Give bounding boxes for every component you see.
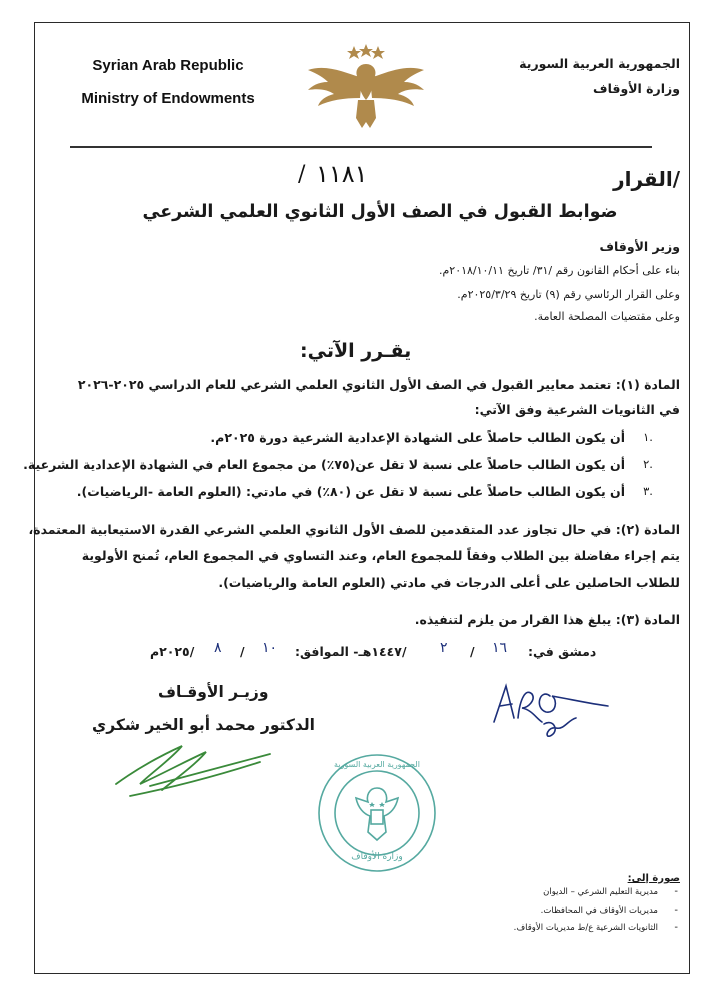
- article-1-item-3-number: ٣.: [643, 484, 653, 498]
- stamp-bottom-text: وزارة الأوقاف: [351, 852, 403, 862]
- date-place-label: دمشق في:: [528, 644, 597, 659]
- cc-bullet-3: -: [674, 922, 678, 933]
- signatory-title: وزيـر الأوقـاف: [158, 683, 269, 701]
- article-1-item-1: أن يكون الطالب حاصلاً على الشهادة الإعدادية الشرعية دورة ٢٠٢٥م.: [210, 430, 625, 445]
- country-name-en: Syrian Arab Republic: [92, 57, 244, 74]
- article-2-line-1: المادة (٢): في حال تجاوز عدد المتقدمين للصف الأول الثانوي العلمي الشرعي القدرة الاستيعابية المعتمدة،: [28, 522, 680, 537]
- article-3: المادة (٣): يبلغ هذا القرار من يلزم لتنفيذه.: [414, 612, 680, 627]
- signatory-name: الدكتور محمد أبو الخير شكري: [92, 716, 315, 734]
- country-name-ar: الجمهورية العربية السورية: [519, 56, 680, 71]
- document-title: ضوابط القبول في الصف الأول الثانوي العلمي الشرعي: [142, 202, 618, 222]
- preamble-minister: وزير الأوقاف: [599, 239, 680, 254]
- preamble-line-2: وعلى القرار الرئاسي رقم (٩) تاريخ ٢٠٢٥/٣/٢٩م.: [457, 288, 680, 301]
- eagle-emblem-icon: [304, 42, 428, 132]
- date-hijri-day: ١٦: [492, 640, 508, 656]
- pen-signature-icon: [484, 678, 614, 744]
- ministry-name-ar: وزارة الأوقاف: [593, 81, 680, 96]
- decision-number: ١١٨١: [316, 160, 368, 188]
- preamble-line-3: وعلى مقتضيات المصلحة العامة.: [534, 310, 680, 323]
- date-slash-1: /: [470, 644, 475, 659]
- header-divider: [70, 146, 652, 148]
- decision-label: القرار/: [613, 167, 680, 191]
- preamble-line-1: بناء على أحكام القانون رقم /٣١/ تاريخ ٢٠١٨/١٠/١١م.: [438, 264, 680, 277]
- date-greg-year: /٢٠٢٥م: [150, 644, 195, 659]
- ministry-name-en: Ministry of Endowments: [81, 90, 255, 107]
- article-1-intro: المادة (١): تعتمد معايير القبول في الصف الأول الثانوي العلمي الشرعي للعام الدراسي ٢٠٢٥-٢٠٢٦: [77, 377, 680, 392]
- article-1-intro-2: في الثانويات الشرعية وفق الآتي:: [474, 402, 680, 417]
- cc-item-2: مديريات الأوقاف في المحافظات.: [540, 906, 658, 916]
- cc-bullet-2: -: [674, 905, 678, 916]
- green-initial-signature-icon: [110, 738, 280, 800]
- article-2-line-3: للطلاب الحاصلين على أعلى الدرجات في مادتي (العلوم العامة والرياضيات).: [218, 575, 680, 590]
- date-greg-day: ١٠: [262, 640, 278, 656]
- cc-bullet-1: -: [674, 886, 678, 897]
- cc-label: صورة إلى:: [627, 873, 680, 884]
- date-hijri-year: /١٤٤٧هـ- الموافق:: [295, 644, 407, 659]
- date-slash-2: /: [240, 644, 245, 659]
- article-1-item-2: أن يكون الطالب حاصلاً على نسبة لا تقل عن(٧٥٪) من مجموع العام في الشهادة الإعدادية الشرعية.: [23, 457, 625, 472]
- article-2-line-2: يتم إجراء مفاضلة بين الطلاب وفقاً للمجموع العام، وعند التساوي في المجموع العام، تُمنح الأولوية: [81, 548, 680, 563]
- date-hijri-month: ٢: [440, 640, 448, 656]
- article-1-item-3: أن يكون الطالب حاصلاً على نسبة لا تقل عن (٨٠٪) في مادتي: (العلوم العامة -الرياضيات).: [76, 484, 625, 499]
- cc-item-3: الثانويات الشرعية ع/ط مديريات الأوقاف.: [513, 923, 658, 933]
- article-1-item-2-number: ٢.: [643, 457, 653, 471]
- decides-heading: يقـرر الآتي:: [300, 340, 412, 362]
- cc-item-1: مديرية التعليم الشرعي – الديوان: [543, 887, 658, 897]
- article-1-item-1-number: ١.: [643, 430, 653, 444]
- decision-slash: /: [298, 162, 308, 187]
- stamp-top-text: الجمهورية العربية السورية: [334, 760, 420, 769]
- date-greg-month: ٨: [214, 640, 222, 656]
